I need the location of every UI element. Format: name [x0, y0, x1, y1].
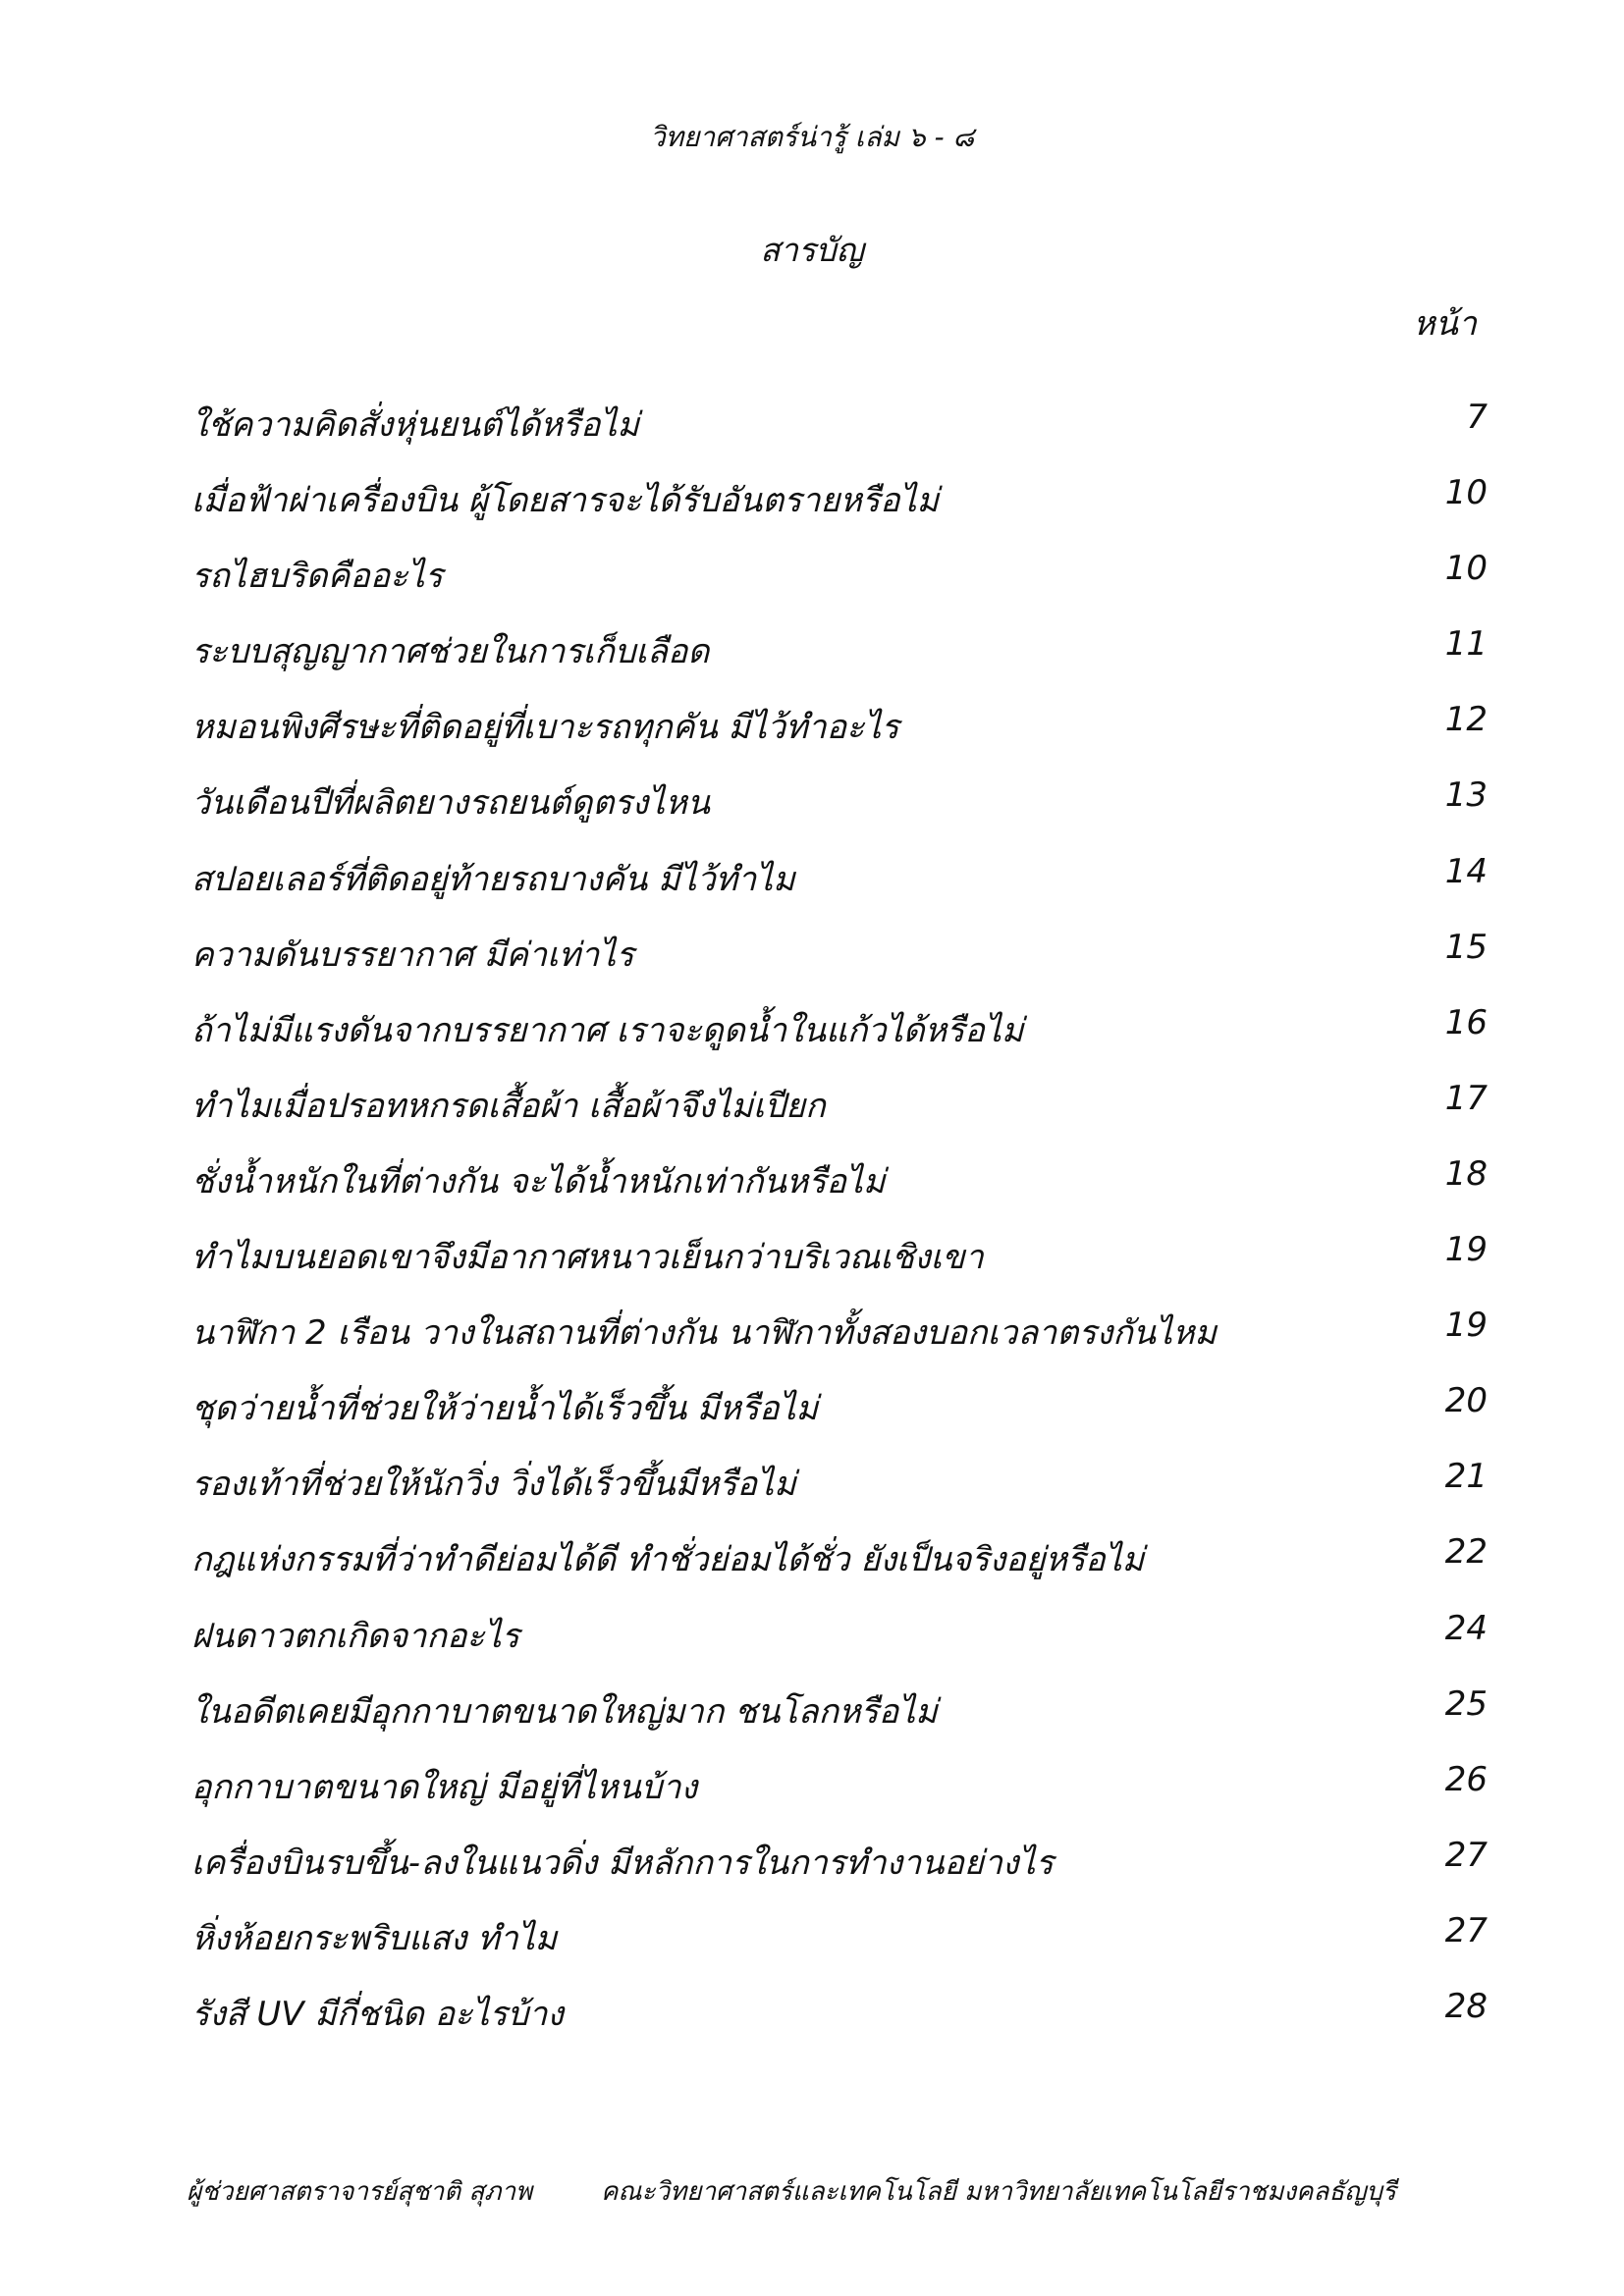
toc-entry-page: 17: [1444, 1078, 1488, 1118]
toc-entry: [191, 1154, 1488, 1230]
toc-entry-page: 25: [1444, 1683, 1488, 1724]
toc-entry-title: ความดันบรรยากาศ มีค่าเท่าไร: [191, 934, 634, 975]
toc-entry-title: รองเท้าที่ช่วยให้นักวิ่ง วิ่งได้เร็วขึ้นมีหรือไม่: [191, 1465, 796, 1505]
toc-entry: [191, 1836, 1488, 1911]
footer-affiliation: คณะวิทยาศาสตร์และเทคโนโลยี มหาวิทยาลัยเทคโนโลยีราชมงคลธัญบุรี: [601, 2177, 1396, 2207]
toc-entry: [191, 700, 1488, 775]
toc-entry: [191, 1987, 1488, 2062]
toc-entry-title: ฝนดาวตกเกิดจากอะไร: [191, 1616, 520, 1656]
toc-entry-title: วันเดือนปีที่ผลิตยางรถยนต์ดูตรงไหน: [191, 783, 711, 824]
toc-entry-page: 11: [1444, 624, 1488, 665]
toc-entry: [191, 1003, 1488, 1079]
toc-entry-title: ชั่งน้ำหนักในที่ต่างกัน จะได้น้ำหนักเท่ากันหรือไม่: [191, 1161, 886, 1201]
toc-entry-page: 13: [1444, 775, 1488, 816]
toc-entry: [191, 1079, 1488, 1154]
toc-entry: [191, 852, 1488, 928]
toc-entry-title: เมื่อฟ้าผ่าเครื่องบิน ผู้โดยสารจะได้รับอันตรายหรือไม่: [191, 481, 940, 521]
toc-entry-page: 7: [1466, 398, 1488, 437]
toc-entry: [191, 1760, 1488, 1836]
toc-entry-title: ระบบสุญญากาศช่วยในการเก็บเลือด: [191, 632, 710, 672]
toc-entry-title: ในอดีตเคยมีอุกกาบาตขนาดใหญ่มาก ชนโลกหรือไม่: [191, 1691, 938, 1732]
toc-entry: [191, 1532, 1488, 1608]
toc-entry: [191, 1381, 1488, 1457]
toc-title: สารบัญ: [760, 231, 864, 269]
toc-entry: [191, 775, 1488, 851]
toc-entry-page: 12: [1444, 700, 1488, 740]
toc-entry-title: รถไฮบริดคืออะไร: [191, 557, 443, 597]
toc-entry-title: หิ่งห้อยกระพริบแสง ทำไม: [191, 1918, 558, 1958]
toc-entry-title: ชุดว่ายน้ำที่ช่วยให้ว่ายน้ำได้เร็วขึ้น มีหรือไม่: [191, 1389, 819, 1429]
toc-entry-page: 10: [1444, 473, 1488, 513]
toc-list: [191, 398, 1488, 2062]
toc-entry-page: 16: [1444, 1002, 1488, 1042]
toc-entry-page: 19: [1444, 1230, 1488, 1270]
toc-entry: [191, 1457, 1488, 1532]
toc-entry: [191, 1230, 1488, 1306]
toc-entry-title: สปอยเลอร์ที่ติดอยู่ท้ายรถบางคัน มีไว้ทำไม: [191, 859, 795, 899]
toc-entry: [191, 549, 1488, 624]
toc-entry-title: ใช้ความคิดสั่งหุ่นยนต์ได้หรือไม่: [191, 405, 639, 445]
toc-entry: [191, 1911, 1488, 1987]
toc-entry-title: เครื่องบินรบขึ้น-ลงในแนวดิ่ง มีหลักการในการทำงานอย่างไร: [191, 1842, 1054, 1883]
toc-entry-page: 22: [1444, 1532, 1488, 1573]
toc-entry-page: 24: [1444, 1608, 1488, 1648]
toc-entry: [191, 1306, 1488, 1381]
toc-entry: [191, 624, 1488, 700]
toc-entry-page: 26: [1444, 1759, 1488, 1799]
toc-entry-page: 10: [1444, 549, 1488, 589]
toc-entry-title: กฎแห่งกรรมที่ว่าทำดีย่อมได้ดี ทำชั่วย่อมได้ชั่ว ยังเป็นจริงอยู่หรือไม่: [191, 1540, 1145, 1580]
toc-entry-page: 28: [1444, 1986, 1488, 2026]
toc-entry-page: 27: [1444, 1835, 1488, 1875]
toc-entry: [191, 1684, 1488, 1760]
toc-entry-page: 19: [1444, 1306, 1488, 1346]
toc-entry-page: 20: [1444, 1381, 1488, 1421]
footer-author: ผู้ช่วยศาสตราจารย์สุชาติ สุภาพ: [187, 2177, 533, 2207]
toc-entry-title: รังสี UV มีกี่ชนิด อะไรบ้าง: [191, 1994, 564, 2034]
toc-entry-page: 15: [1444, 927, 1488, 967]
toc-entry-title: หมอนพิงศีรษะที่ติดอยู่ที่เบาะรถทุกคัน มีไว้ทำอะไร: [191, 708, 899, 748]
page-column-label: หน้า: [1413, 304, 1477, 344]
toc-entry: [191, 928, 1488, 1003]
toc-entry-page: 18: [1444, 1153, 1488, 1194]
toc-entry-title: ทำไมบนยอดเขาจึงมีอากาศหนาวเย็นกว่าบริเวณเชิงเขา: [191, 1238, 984, 1278]
toc-entry-title: ถ้าไม่มีแรงดันจากบรรยากาศ เราจะดูดน้ำในแก้วได้หรือไม่: [191, 1010, 1024, 1050]
toc-entry: [191, 398, 1488, 473]
toc-entry-page: 21: [1444, 1457, 1488, 1497]
toc-entry: [191, 1609, 1488, 1684]
toc-entry-page: 14: [1444, 851, 1488, 891]
toc-entry-title: นาฬิกา 2 เรือน วางในสถานที่ต่างกัน นาฬิกาทั้งสองบอกเวลาตรงกันไหม: [191, 1313, 1217, 1354]
toc-entry: [191, 473, 1488, 549]
toc-entry-page: 27: [1444, 1910, 1488, 1950]
toc-entry-title: ทำไมเมื่อปรอทหกรดเสื้อผ้า เสื้อผ้าจึงไม่เปียก: [191, 1086, 826, 1126]
toc-entry-title: อุกกาบาตขนาดใหญ่ มีอยู่ที่ไหนบ้าง: [191, 1767, 698, 1807]
running-header: วิทยาศาสตร์น่ารู้ เล่ม ๖ - ๘: [649, 121, 975, 153]
